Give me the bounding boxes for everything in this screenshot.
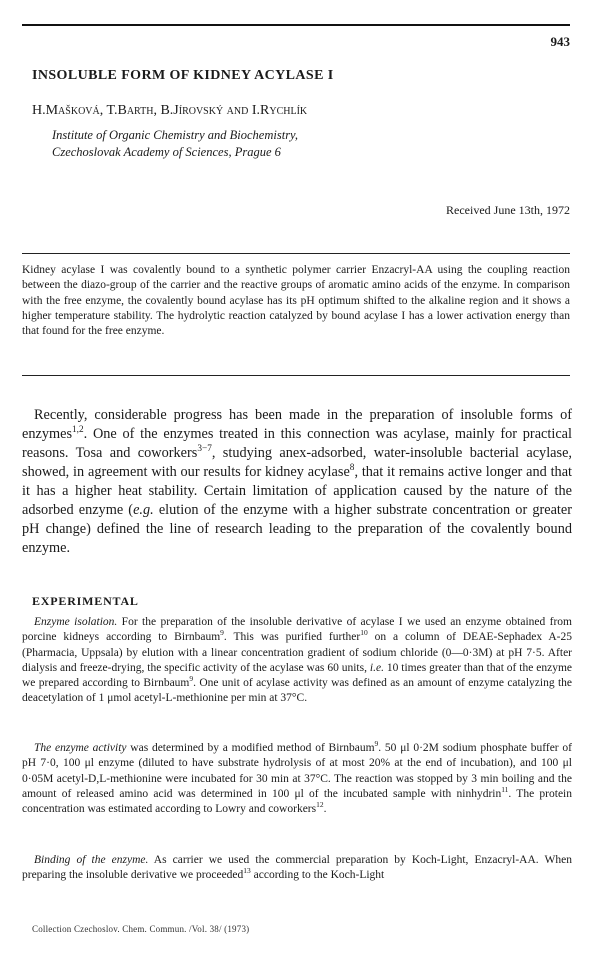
reference-marker: 11: [501, 785, 509, 795]
body-text: 10 times greater than that of the enzyme we prepared according to Birnbaum: [22, 661, 573, 690]
reference-marker: 10: [360, 628, 368, 638]
introduction-paragraph: [22, 406, 572, 558]
italic-abbrev: e.g.: [133, 502, 154, 518]
journal-footer: Collection Czechoslov. Chem. Commun. /Vol. 38/ (1973): [32, 924, 250, 934]
body-text: . One of the enzymes treated in this connection was acylase, mainly for practical reasons. Tosa and coworkers: [22, 426, 572, 461]
body-text: according to the Koch-Light: [250, 869, 385, 882]
abstract-top-rule: [22, 253, 570, 254]
italic-abbrev: i.e.: [369, 661, 384, 674]
reference-marker: 9: [220, 628, 224, 638]
body-text: . One unit of acylase activity was defined as an amount of enzyme catalyzing the deacetylation of 1 μmol acetyl-L-methionine per min at 37°C.: [22, 677, 572, 705]
body-text: . 50 μl 0·2M sodium phosphate buffer of pH 7·0, 100 μl enzyme (diluted to have substrate hydrolysis of at most 20% at the end of incubation), and 100 μl 0·05M acetyl-D,L-methionine were incubated for 30 min at 37°C. The reaction was stopped by 3 min boiling and the amount of released amino acid was determined in 100 μl of the incubated sample with ninhydrin: [22, 742, 572, 800]
paragraph-enzyme-isolation: [22, 615, 572, 707]
article-title: INSOLUBLE FORM OF KIDNEY ACYLASE I: [32, 68, 334, 83]
affiliation-line: Czechoslovak Academy of Sciences, Prague 6: [52, 145, 281, 159]
reference-marker: 9: [189, 674, 194, 684]
affiliation-line: Institute of Organic Chemistry and Biochemistry,: [52, 128, 299, 142]
body-text: on a column of DEAE-Sephadex A-25 (Pharmacia, Uppsala) by elution with a linear concentration gradient of sodium chloride (0—0·3M) at pH 7·5. After dialysis and freeze-drying, the specific activity of the acylase was 60 units,: [22, 631, 572, 674]
reference-marker: 3−7: [197, 444, 212, 455]
top-rule: [22, 24, 570, 26]
received-date: Received June 13th, 1972: [446, 203, 570, 217]
body-text: was determined by a modified method of Birnbaum: [126, 742, 375, 754]
body-text: As carrier we used the commercial preparation by Koch-Light, Enzacryl-AA. When preparing the insoluble derivative we proceeded: [22, 854, 572, 882]
paragraph-lead: Binding of the enzyme.: [34, 854, 149, 866]
page-number: 943: [550, 34, 570, 49]
body-text: , that it remains active longer and that it has a higher heat stability. Certain limitation of application caused by the nature of the adsorbed enzyme (: [22, 464, 573, 518]
reference-marker: 1,2: [72, 425, 84, 436]
reference-marker: 12: [316, 800, 324, 810]
reference-marker: 13: [243, 866, 251, 876]
reference-marker: 8: [349, 463, 355, 474]
paragraph-lead: Enzyme isolation.: [34, 616, 118, 628]
abstract: Kidney acylase I was covalently bound to a synthetic polymer carrier Enzacryl-AA using the coupling reaction between the diazo-group of the carrier and the reactive groups of aromatic amino acids of the enzyme. In comparison with the free enzyme, the covalently bound acylase has its pH optimum shifted to the alkaline region and it shows a higher temperature stability. The hydrolytic reaction catalyzed by bound acylase I has a lower activation energy than that found for the free enzyme.: [22, 264, 570, 338]
paragraph-enzyme-activity: [22, 741, 572, 817]
body-text: , studying anex-adsorbed, water-insoluble bacterial acylase, showed, in agreement with our results for kidney acylase: [22, 445, 572, 480]
body-text: . The protein concentration was estimated according to Lowry and coworkers: [22, 787, 572, 816]
paragraph-lead: The enzyme activity: [34, 742, 127, 754]
affiliation: [52, 127, 298, 161]
body-text: Recently, considerable progress has been made in the preparation of insoluble forms of enzymes: [22, 407, 572, 442]
paragraph-binding: [22, 853, 572, 884]
section-heading: EXPERIMENTAL: [32, 594, 139, 608]
body-text: . This was purified further: [223, 631, 361, 644]
abstract-bottom-rule: [22, 375, 570, 376]
author-list: H.Mašková, T.Barth, B.Jírovský and I.Rychlík: [32, 103, 308, 118]
body-text: For the preparation of the insoluble derivative of acylase I we used an enzyme obtained from porcine kidneys according to Birnbaum: [22, 616, 572, 644]
reference-marker: 9: [374, 739, 379, 749]
body-text: elution of the enzyme with a higher substrate concentration or greater pH change) defined the line of research leading to the preparation of the covalently bound enzyme.: [22, 502, 572, 556]
body-text: .: [323, 803, 327, 816]
